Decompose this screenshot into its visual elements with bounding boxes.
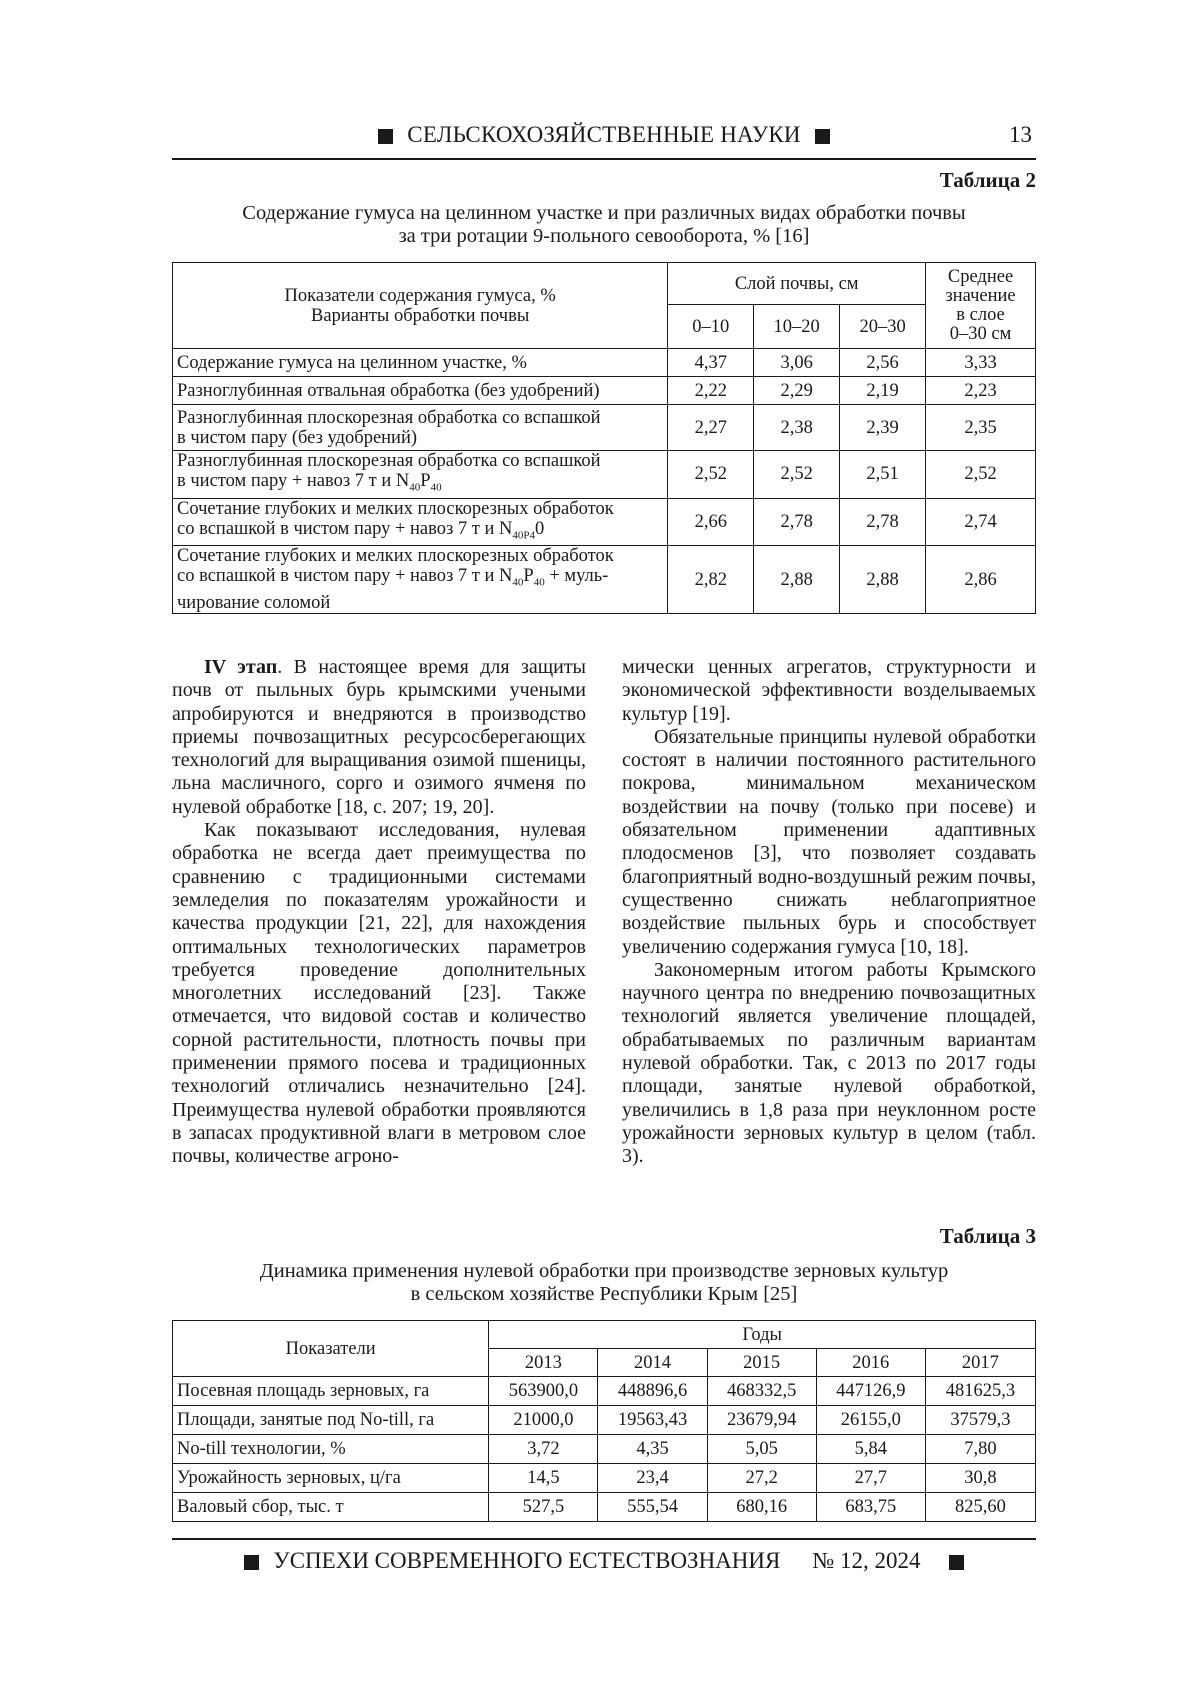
row-label: Валовый сбор, тыс. т [173, 1493, 489, 1522]
table2-label: Таблица 2 [939, 168, 1036, 192]
table-row [173, 1464, 1036, 1493]
section-lead: IV этап [204, 656, 278, 678]
label-text: со вспашкой в чистом пару + навоз 7 т и N [177, 518, 513, 539]
cell: 2,52 [754, 451, 840, 499]
paragraph: Обязательные принципы нулевой обработки состоят в наличии постоянного растительного покрова, минимальном механическом воздействии на почву (только при посеве) и обязательном применении адаптивных плодосменов [3], что позволяет создавать благоприятный водно-воздушный режим почвы, существенно снижать неблагоприятное воздействие пыльных бурь и способствует увеличению содержания гумуса [10, 18]. [622, 725, 1036, 958]
page-number: 13 [1009, 122, 1032, 147]
row-label: Площади, занятые под No-till, га [173, 1406, 489, 1435]
cell: 680,16 [707, 1493, 816, 1522]
cell: 2,88 [754, 546, 840, 614]
cell: 21000,0 [489, 1406, 598, 1435]
cell: 2,82 [668, 546, 754, 614]
cell: 5,84 [816, 1435, 925, 1464]
square-bullet-icon [815, 129, 830, 144]
cell: 563900,0 [489, 1377, 598, 1406]
row-label [173, 451, 668, 499]
cell: 2,88 [840, 546, 926, 614]
paragraph: Закономерным итогом работы Крымского научного центра по внедрению почвозащитных технологий является увеличение площадей, обрабатываемых по различным вариантам нулевой обработки. Так, с 2013 по 2017 годы площади, занятые нулевой обработкой, увеличились в 1,8 раза при неуклонном росте урожайности зерновых культур в целом (табл. 3). [622, 958, 1036, 1168]
row-label [173, 405, 668, 451]
cell: 30,8 [925, 1464, 1035, 1493]
paragraph: мически ценных агрегатов, структурности и экономической эффективности возделываемых культур [19]. [622, 656, 1036, 725]
head-text: в слое [956, 304, 1005, 325]
cell: 2,29 [754, 377, 840, 405]
table2-head-indicator [173, 263, 668, 349]
cell: 4,37 [668, 349, 754, 377]
table-row [173, 1377, 1036, 1406]
cell: 825,60 [925, 1493, 1035, 1522]
cell: 2,66 [668, 498, 754, 546]
table3-head-indicator: Показатели [173, 1321, 489, 1377]
cell: 2,86 [926, 546, 1036, 614]
table3 [172, 1320, 1036, 1522]
table2-layer-head: 20–30 [840, 305, 926, 349]
row-label: Содержание гумуса на целинном участке, % [173, 349, 668, 377]
year-head: 2017 [925, 1349, 1035, 1377]
cell: 23,4 [598, 1464, 707, 1493]
cell: 481625,3 [925, 1377, 1035, 1406]
table2-caption-line: Содержание гумуса на целинном участке и при различных видах обработки почвы [242, 202, 966, 224]
head-text: 0–30 см [949, 323, 1012, 344]
square-bullet-icon [378, 129, 393, 144]
label-text: P [420, 471, 431, 491]
row-label-line [177, 471, 663, 498]
label-text: 0 [535, 518, 545, 539]
cell: 26155,0 [816, 1406, 925, 1435]
row-label [173, 546, 668, 614]
running-footer [172, 1538, 1036, 1574]
cell: 2,23 [926, 377, 1036, 405]
cell: 448896,6 [598, 1377, 707, 1406]
head-text: значение [945, 285, 1016, 306]
square-bullet-icon [949, 1555, 964, 1570]
paragraph-text: . В настоящее время для защиты почв от пыльных бурь крымскими учеными апробируются и внедряются в производство приемы почвозащитных ресурсосберегающих технологий для выращивания озимой пшеницы, льна масличного, сорго и озимого ячменя по нулевой обработке [18, с. 207; 19, 20]. [172, 656, 586, 818]
cell: 19563,43 [598, 1406, 707, 1435]
footer-journal: УСПЕХИ СОВРЕМЕННОГО ЕСТЕСТВОЗНАНИЯ [273, 1548, 781, 1573]
table-row [173, 498, 1036, 546]
cell: 7,80 [925, 1435, 1035, 1464]
cell: 3,06 [754, 349, 840, 377]
section-title: СЕЛЬСКОХОЗЯЙСТВЕННЫЕ НАУКИ [407, 122, 801, 147]
table-row [173, 1493, 1036, 1522]
left-column [172, 656, 586, 1169]
head-text: Показатели содержания гумуса, % [284, 285, 556, 306]
row-label: Посевная площадь зерновых, га [173, 1377, 489, 1406]
table3-caption-line: Динамика применения нулевой обработки при производстве зерновых культур [259, 1260, 949, 1282]
cell: 23679,94 [707, 1406, 816, 1435]
cell: 2,78 [754, 498, 840, 546]
table-row [173, 1406, 1036, 1435]
cell: 2,22 [668, 377, 754, 405]
cell: 555,54 [598, 1493, 707, 1522]
row-label-line: Сочетание глубоких и мелких плоскорезных обработок [177, 498, 614, 519]
label-text: со вспашкой в чистом пару + навоз 7 т и N [177, 566, 513, 587]
head-text: Среднее [947, 266, 1014, 287]
row-label-line: чирование соломой [177, 593, 331, 614]
cell: 2,56 [840, 349, 926, 377]
right-column [622, 656, 1036, 1169]
table3-caption-line: в сельском хозяйстве Республики Крым [25] [410, 1283, 798, 1305]
square-bullet-icon [244, 1555, 259, 1570]
row-label-line [177, 519, 663, 546]
cell: 527,5 [489, 1493, 598, 1522]
subscript: 40 [430, 481, 442, 494]
row-label [173, 498, 668, 546]
table2-head-layer: Слой почвы, см [668, 263, 926, 305]
cell: 2,78 [840, 498, 926, 546]
table3-head-years: Годы [489, 1321, 1036, 1349]
year-head: 2013 [489, 1349, 598, 1377]
cell: 2,35 [926, 405, 1036, 451]
table3-label: Таблица 3 [939, 1224, 1036, 1248]
year-head: 2014 [598, 1349, 707, 1377]
running-header [172, 122, 1036, 160]
cell: 5,05 [707, 1435, 816, 1464]
row-label-line [177, 566, 663, 593]
table2-caption [172, 202, 1036, 248]
cell: 4,35 [598, 1435, 707, 1464]
row-label: Разноглубинная отвальная обработка (без удобрений) [173, 377, 668, 405]
cell: 37579,3 [925, 1406, 1035, 1435]
subscript: 40P4 [512, 529, 536, 542]
cell: 2,74 [926, 498, 1036, 546]
footer-issue: № 12, 2024 [812, 1548, 921, 1573]
table-row [173, 405, 1036, 451]
cell: 2,51 [840, 451, 926, 499]
table3-caption [172, 1260, 1036, 1306]
cell: 2,52 [668, 451, 754, 499]
table2-layer-head: 0–10 [668, 305, 754, 349]
row-label-line: Разноглубинная плоскорезная обработка со вспашкой [177, 451, 601, 471]
cell: 27,7 [816, 1464, 925, 1493]
cell: 2,52 [926, 451, 1036, 499]
label-text: в чистом пару + навоз 7 т и N [177, 471, 410, 491]
table2 [172, 262, 1036, 614]
table2-head-mean [926, 263, 1036, 349]
table-row [173, 546, 1036, 614]
paragraph: Как показывают исследования, нулевая обработка не всегда дает преимущества по сравнению с традиционными системами земледелия по показателям урожайности и качества продукции [21, 22], для нахождения оптимальных технологических параметров требуется проведение дополнительных многолетних исследований [23]. Также отмечается, что видовой состав и количество сорной растительности, плотность почвы при применении прямого посева и традиционных технологий отличались незначительно [24]. Преимущества нулевой обработки проявляются в запасах продуктивной влаги в метровом слое почвы, количестве агроно- [172, 819, 586, 1168]
row-label: Урожайность зерновых, ц/га [173, 1464, 489, 1493]
table-row [173, 349, 1036, 377]
subscript: 40 [533, 577, 545, 590]
year-head: 2015 [707, 1349, 816, 1377]
cell: 468332,5 [707, 1377, 816, 1406]
cell: 2,38 [754, 405, 840, 451]
head-text: Варианты обработки почвы [311, 305, 530, 326]
cell: 2,19 [840, 377, 926, 405]
journal-section [172, 122, 1036, 148]
cell: 447126,9 [816, 1377, 925, 1406]
table2-layer-head: 10–20 [754, 305, 840, 349]
row-label-line: Разноглубинная плоскорезная обработка со вспашкой [177, 407, 601, 428]
table-row [173, 377, 1036, 405]
subscript: 40 [512, 577, 524, 590]
label-text: + муль- [544, 566, 609, 587]
paragraph [172, 656, 586, 819]
table-row [173, 451, 1036, 499]
cell: 14,5 [489, 1464, 598, 1493]
cell: 27,2 [707, 1464, 816, 1493]
row-label-line: Сочетание глубоких и мелких плоскорезных обработок [177, 546, 614, 567]
cell: 2,27 [668, 405, 754, 451]
table2-caption-line: за три ротации 9-польного севооборота, % [16] [398, 225, 810, 247]
table-row [173, 1435, 1036, 1464]
row-label-line: в чистом пару (без удобрений) [177, 427, 418, 448]
year-head: 2016 [816, 1349, 925, 1377]
cell: 3,72 [489, 1435, 598, 1464]
subscript: 40 [409, 481, 421, 494]
cell: 2,39 [840, 405, 926, 451]
row-label: No-till технологии, % [173, 1435, 489, 1464]
cell: 3,33 [926, 349, 1036, 377]
label-text: P [523, 566, 534, 587]
cell: 683,75 [816, 1493, 925, 1522]
